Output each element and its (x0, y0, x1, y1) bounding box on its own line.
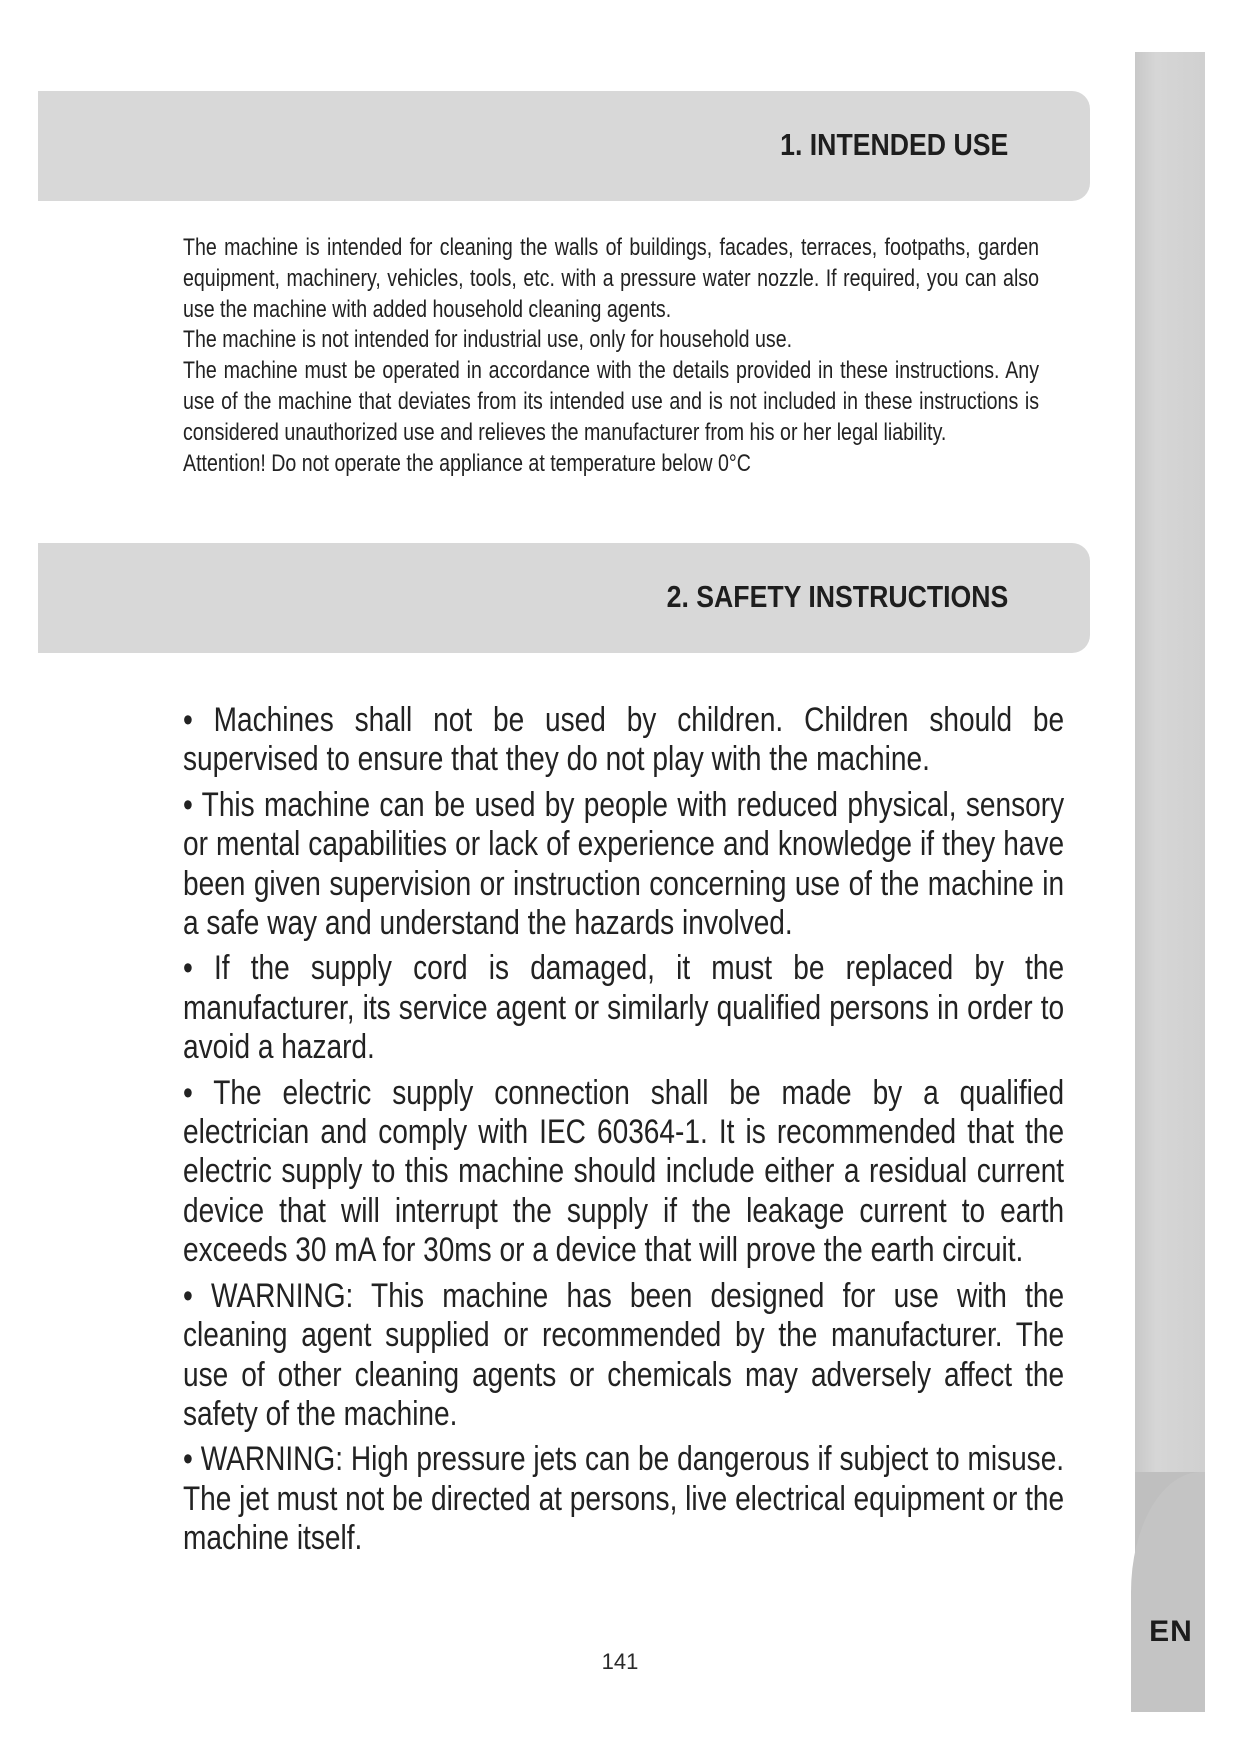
language-tab-label: EN (1149, 1615, 1193, 1648)
safety-item: • The electric supply connection shall be made by a qualified electrician and comply with IEC 60364-1. It is recommended that the electric supply to this machine should include either a residual current device that will interrupt the supply if the leakage current to earth exceeds 30 mA for 30ms or a device that will prove the earth circuit. (183, 1073, 1065, 1270)
paragraph: The machine must be operated in accordance with the details provided in these instructions. Any use of the machine that deviates from its intended use and is not included in these instructions is considered unauthorized use and relieves the manufacturer from his or her legal liability. (183, 357, 1039, 446)
page-number: 141 (601, 1649, 639, 1674)
thumb-index-strip (1135, 52, 1205, 1472)
safety-item: • This machine can be used by people with reduced physical, sensory or mental capabilities or lack of experience and knowledge if they have been given supervision or instruction concerning use of the machine in a safe way and understand the hazards involved. (183, 785, 1065, 943)
paragraph: The machine is intended for cleaning the walls of buildings, facades, terraces, footpaths, garden equipment, machinery, vehicles, tools, etc. with a pressure water nozzle. If required, you can also use the machine with added household cleaning agents. (183, 234, 1039, 323)
safety-item: • If the supply cord is damaged, it must be replaced by the manufacturer, its service agent or similarly qualified persons in order to avoid a hazard. (183, 949, 1065, 1067)
section-title-intended-use: 1. INTENDED USE (779, 127, 1008, 162)
safety-item: • WARNING: High pressure jets can be dangerous if subject to misuse. The jet must not be directed at persons, live electrical equipment or the machine itself. (183, 1440, 1065, 1558)
thumb-index-tab (1135, 52, 1205, 1712)
section-header-intended-use (38, 91, 1090, 201)
intended-use-text (183, 233, 1039, 479)
safety-item: • Machines shall not be used by children. Children should be supervised to ensure that they do not play with the machine. (183, 701, 1065, 779)
section-title-safety-instructions: 2. SAFETY INSTRUCTIONS (666, 579, 1008, 614)
language-tab-shape (1131, 1472, 1205, 1712)
section-header-safety-instructions (38, 543, 1090, 653)
safety-instructions-list (183, 701, 1064, 1565)
safety-item: • WARNING: This machine has been designed for use with the cleaning agent supplied or recommended by the manufacturer. The use of other cleaning agents or chemicals may adversely affect the safety of the machine. (183, 1276, 1065, 1433)
paragraph: Attention! Do not operate the appliance at temperature below 0°C (183, 449, 751, 477)
paragraph: The machine is not intended for industrial use, only for household use. (183, 326, 793, 354)
